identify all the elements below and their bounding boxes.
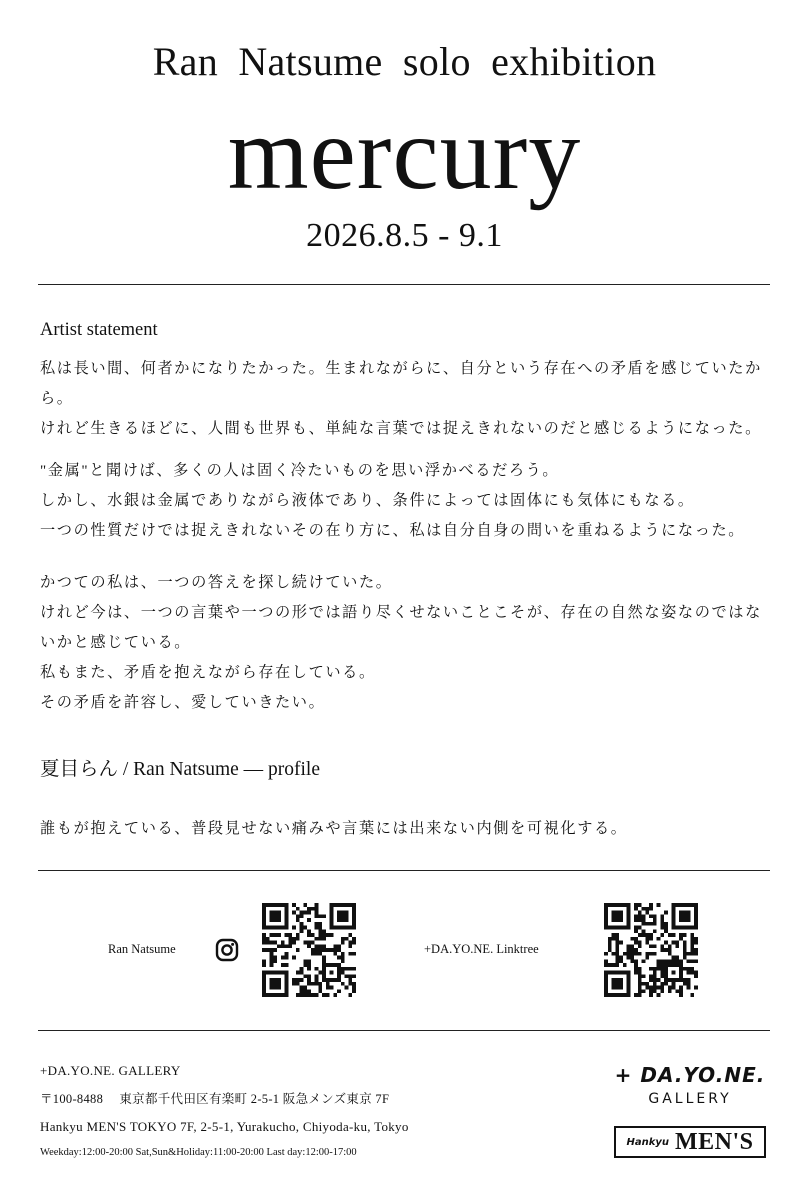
exhibition-title: mercury	[227, 96, 582, 211]
statement-line: けれど生きるほどに、人間も世界も、単純な言葉では捉えきれないのだと感じるようになった。	[40, 420, 762, 437]
hankyu-logo-big: MEN'S	[675, 1128, 754, 1155]
statement-line: 私は長い間、何者かになりたかった。生まれながらに、自分という存在への矛盾を感じていたから。	[40, 360, 762, 407]
divider	[38, 870, 770, 871]
gallery-name: +DA.YO.NE. GALLERY	[40, 1063, 181, 1078]
statement-heading: Artist statement	[40, 320, 158, 340]
address-japanese: 〒100-8488 東京都千代田区有楽町 2-5-1 阪急メンズ東京 7F	[40, 1092, 390, 1106]
statement-line: 私もまた、矛盾を抱えながら存在している。	[40, 664, 376, 681]
statement-line: しかし、水銀は金属でありながら液体であり、条件によっては固体にも気体にもなる。	[40, 492, 695, 509]
hankyu-logo-small: Hankyu	[626, 1136, 669, 1148]
exhibition-subtitle: Ran Natsume solo exhibition	[152, 39, 657, 84]
divider	[38, 284, 770, 285]
profile-heading: 夏目らん / Ran Natsume ― profile	[40, 759, 320, 780]
divider	[38, 1030, 770, 1031]
profile-text: 誰もが抱えている、普段見せない痛みや言葉には出来ない内側を可視化する。	[40, 820, 628, 837]
instagram-label: Ran Natsume	[108, 942, 176, 956]
statement-line: その矛盾を許容し、愛していきたい。	[40, 694, 326, 711]
hankyu-mens-logo	[614, 1126, 766, 1158]
opening-hours: Weekday:12:00-20:00 Sat,Sun&Holiday:11:00-20:00 Last day:12:00-17:00	[40, 1147, 357, 1158]
linktree-qr-code[interactable]	[604, 903, 698, 1002]
linktree-label: +DA.YO.NE. Linktree	[424, 942, 539, 956]
statement-paragraph-2	[40, 456, 775, 546]
instagram-qr-code[interactable]	[262, 903, 356, 1002]
statement-paragraph-3	[40, 568, 775, 718]
statement-line: けれど今は、一つの言葉や一つの形では語り尽くせないことこそが、存在の自然な姿なのではないかと感じている。	[40, 604, 762, 651]
dayone-gallery-logo-text: GALLERY	[648, 1091, 732, 1107]
statement-line: "金属"と聞けば、多くの人は固く冷たいものを思い浮かべるだろう。	[40, 462, 560, 479]
statement-line: 一つの性質だけでは捉えきれないその在り方に、私は自分自身の問いを重ねるようになった。	[40, 522, 746, 539]
exhibition-dates: 2026.8.5 - 9.1	[306, 217, 503, 254]
statement-paragraph-1	[40, 354, 775, 444]
instagram-icon[interactable]	[215, 938, 239, 962]
statement-line: かつての私は、一つの答えを探し続けていた。	[40, 574, 393, 591]
address-english: Hankyu MEN'S TOKYO 7F, 2-5-1, Yurakucho, Chiyoda-ku, Tokyo	[40, 1119, 409, 1134]
dayone-gallery-logo-mark: + DA.YO.NE.	[614, 1063, 766, 1087]
